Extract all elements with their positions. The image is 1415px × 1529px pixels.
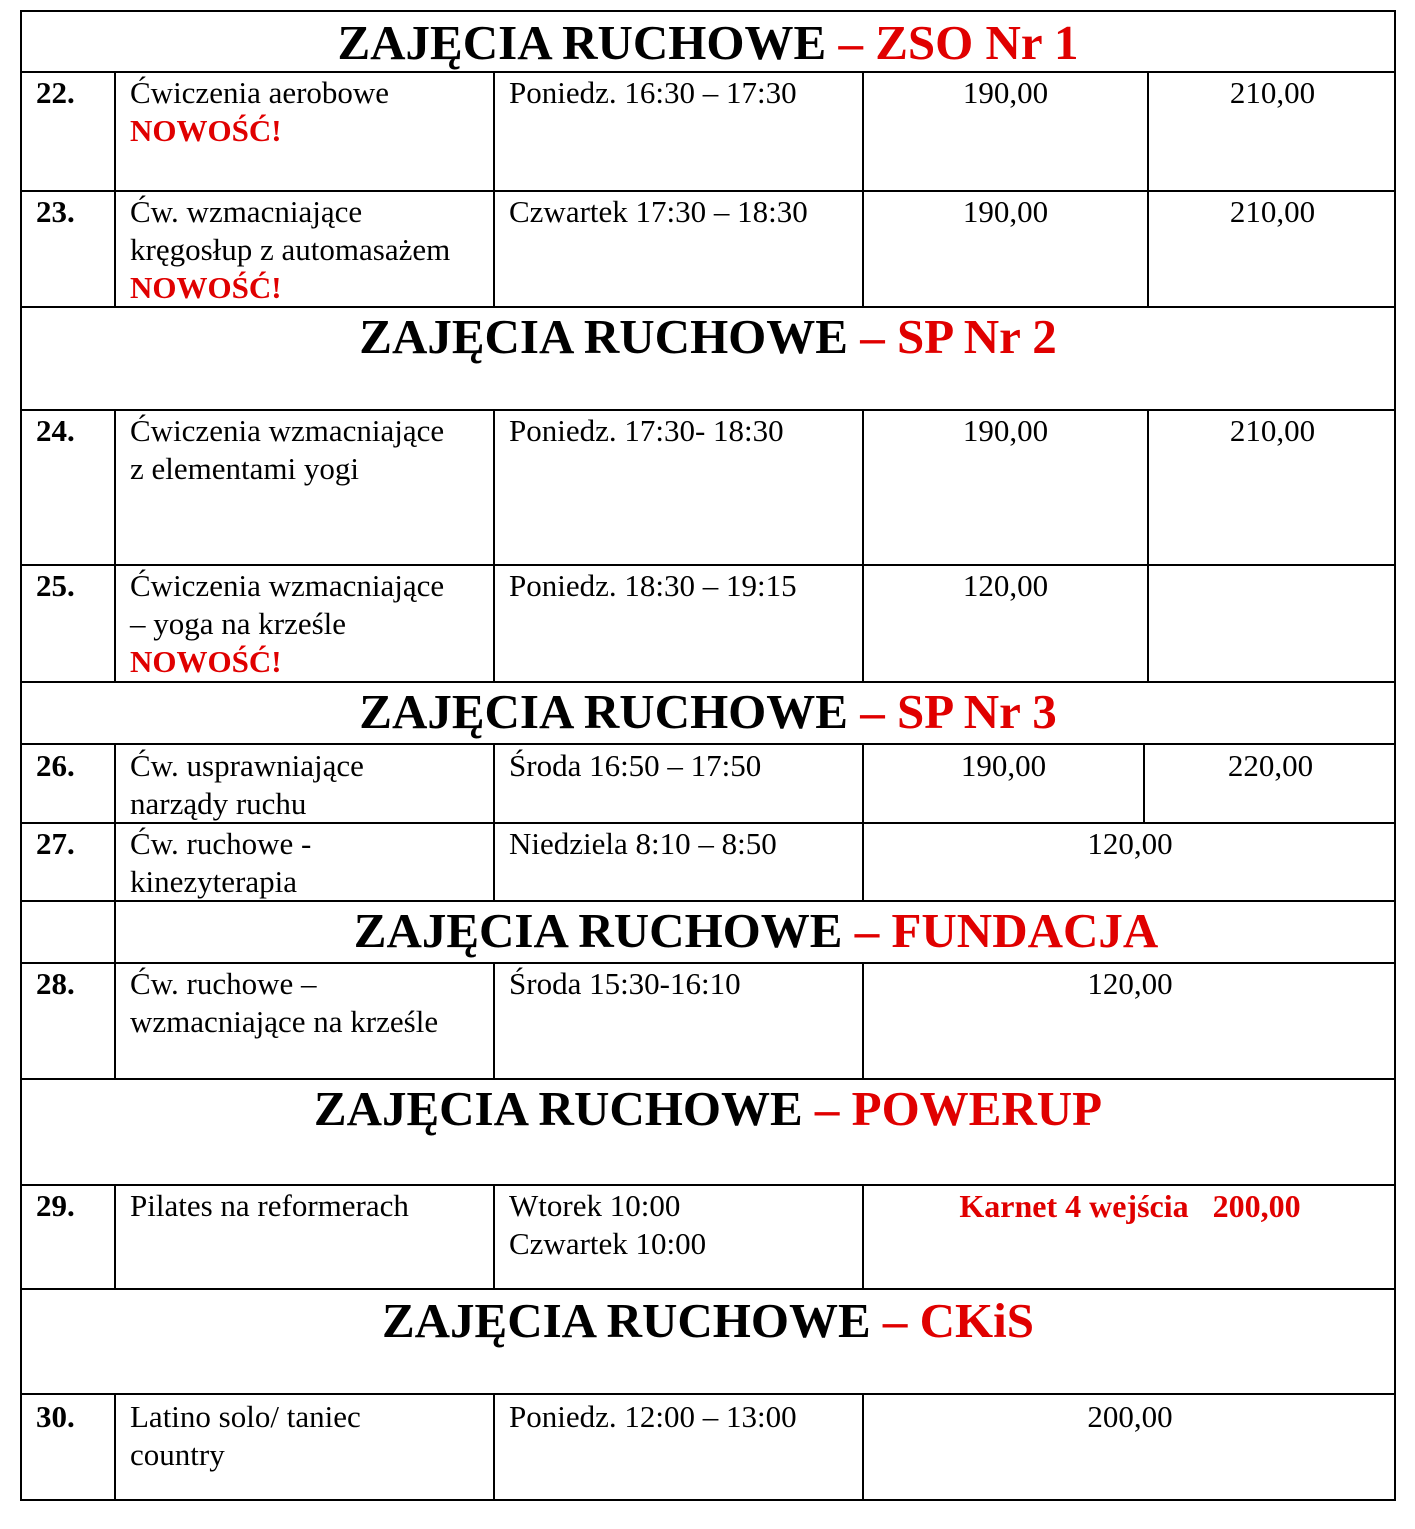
section-title (22, 1080, 1394, 1138)
section-title-main: ZAJĘCIA RUCHOWE (337, 15, 827, 70)
section-title (22, 1292, 1394, 1350)
activity-name: Ćw. usprawniające narządy ruchu (130, 748, 364, 821)
price-2: 210,00 (1229, 413, 1316, 448)
row-divider (22, 1184, 1394, 1186)
section-title-main: ZAJĘCIA RUCHOWE (359, 684, 848, 739)
row-divider (22, 1393, 1394, 1395)
section-title (116, 902, 1396, 960)
activity-name: Latino solo/ taniec country (130, 1399, 361, 1472)
row-number: 29. (36, 1188, 75, 1223)
row-number: 25. (36, 568, 75, 603)
schedule: Poniedz. 17:30- 18:30 (509, 413, 784, 448)
section-title (22, 308, 1394, 366)
row-number: 27. (36, 826, 75, 861)
row-number: 22. (36, 75, 75, 110)
section-title-main: ZAJĘCIA RUCHOWE (359, 309, 848, 364)
row-divider (22, 564, 1394, 566)
section-title (22, 14, 1394, 72)
new-badge: NOWOŚĆ! (130, 270, 282, 305)
schedule: Poniedz. 12:00 – 13:00 (509, 1399, 797, 1434)
price: 200,00 (1087, 1399, 1173, 1434)
row-divider (22, 1288, 1394, 1290)
section-title-venue: – SP Nr 3 (860, 684, 1057, 739)
schedule-table (20, 10, 1396, 1501)
section-title (22, 683, 1394, 741)
schedule: Środa 15:30-16:10 (509, 966, 741, 1001)
schedule: Wtorek 10:00 Czwartek 10:00 (509, 1188, 707, 1261)
price-pass: Karnet 4 wejścia 200,00 (959, 1188, 1301, 1224)
activity-name: Ćw. ruchowe - kinezyterapia (130, 826, 312, 899)
price: 120,00 (1087, 826, 1173, 861)
schedule: Poniedz. 16:30 – 17:30 (509, 75, 797, 110)
section-title-main: ZAJĘCIA RUCHOWE (381, 1293, 871, 1348)
row-divider (22, 190, 1394, 192)
price-1: 190,00 (962, 194, 1049, 229)
row-divider (22, 962, 1394, 964)
activity-name: Pilates na reformerach (130, 1188, 409, 1223)
section-title-venue: – FUNDACJA (854, 903, 1159, 958)
row-number: 28. (36, 966, 75, 1001)
new-badge: NOWOŚĆ! (130, 644, 282, 679)
activity-name: Ćwiczenia wzmacniające – yoga na krześle NOWOŚĆ! (130, 568, 445, 679)
price-1: 190,00 (962, 413, 1049, 448)
schedule: Czwartek 17:30 – 18:30 (509, 194, 808, 229)
section-title-venue: – SP Nr 2 (860, 309, 1057, 364)
row-number: 23. (36, 194, 75, 229)
row-number: 30. (36, 1399, 75, 1434)
new-badge: NOWOŚĆ! (130, 113, 282, 148)
price-1: 120,00 (962, 568, 1049, 603)
schedule: Środa 16:50 – 17:50 (509, 748, 762, 783)
section-title-venue: – CKiS (882, 1293, 1035, 1348)
price: 120,00 (1087, 966, 1173, 1001)
activity-name: Ćw. ruchowe – wzmacniające na krześle (130, 966, 439, 1039)
activity-name: Ćwiczenia aerobowe NOWOŚĆ! (130, 75, 390, 148)
section-title-venue: – ZSO Nr 1 (838, 15, 1079, 70)
section-title-venue: – POWERUP (814, 1081, 1103, 1136)
row-divider (22, 743, 1394, 745)
activity-name: Ćw. wzmacniające kręgosłup z automasażem NOWOŚĆ! (130, 194, 451, 305)
price-1: 190,00 (960, 748, 1047, 783)
schedule: Poniedz. 18:30 – 19:15 (509, 568, 797, 603)
row-number: 24. (36, 413, 75, 448)
price-2: 220,00 (1227, 748, 1314, 783)
row-divider (22, 409, 1394, 411)
price-2: 210,00 (1229, 75, 1316, 110)
schedule: Niedziela 8:10 – 8:50 (509, 826, 777, 861)
section-title-main: ZAJĘCIA RUCHOWE (313, 1081, 803, 1136)
price-1: 190,00 (962, 75, 1049, 110)
price-2: 210,00 (1229, 194, 1316, 229)
section-title-main: ZAJĘCIA RUCHOWE (353, 903, 843, 958)
row-number: 26. (36, 748, 75, 783)
activity-name: Ćwiczenia wzmacniające z elementami yogi (130, 413, 445, 486)
